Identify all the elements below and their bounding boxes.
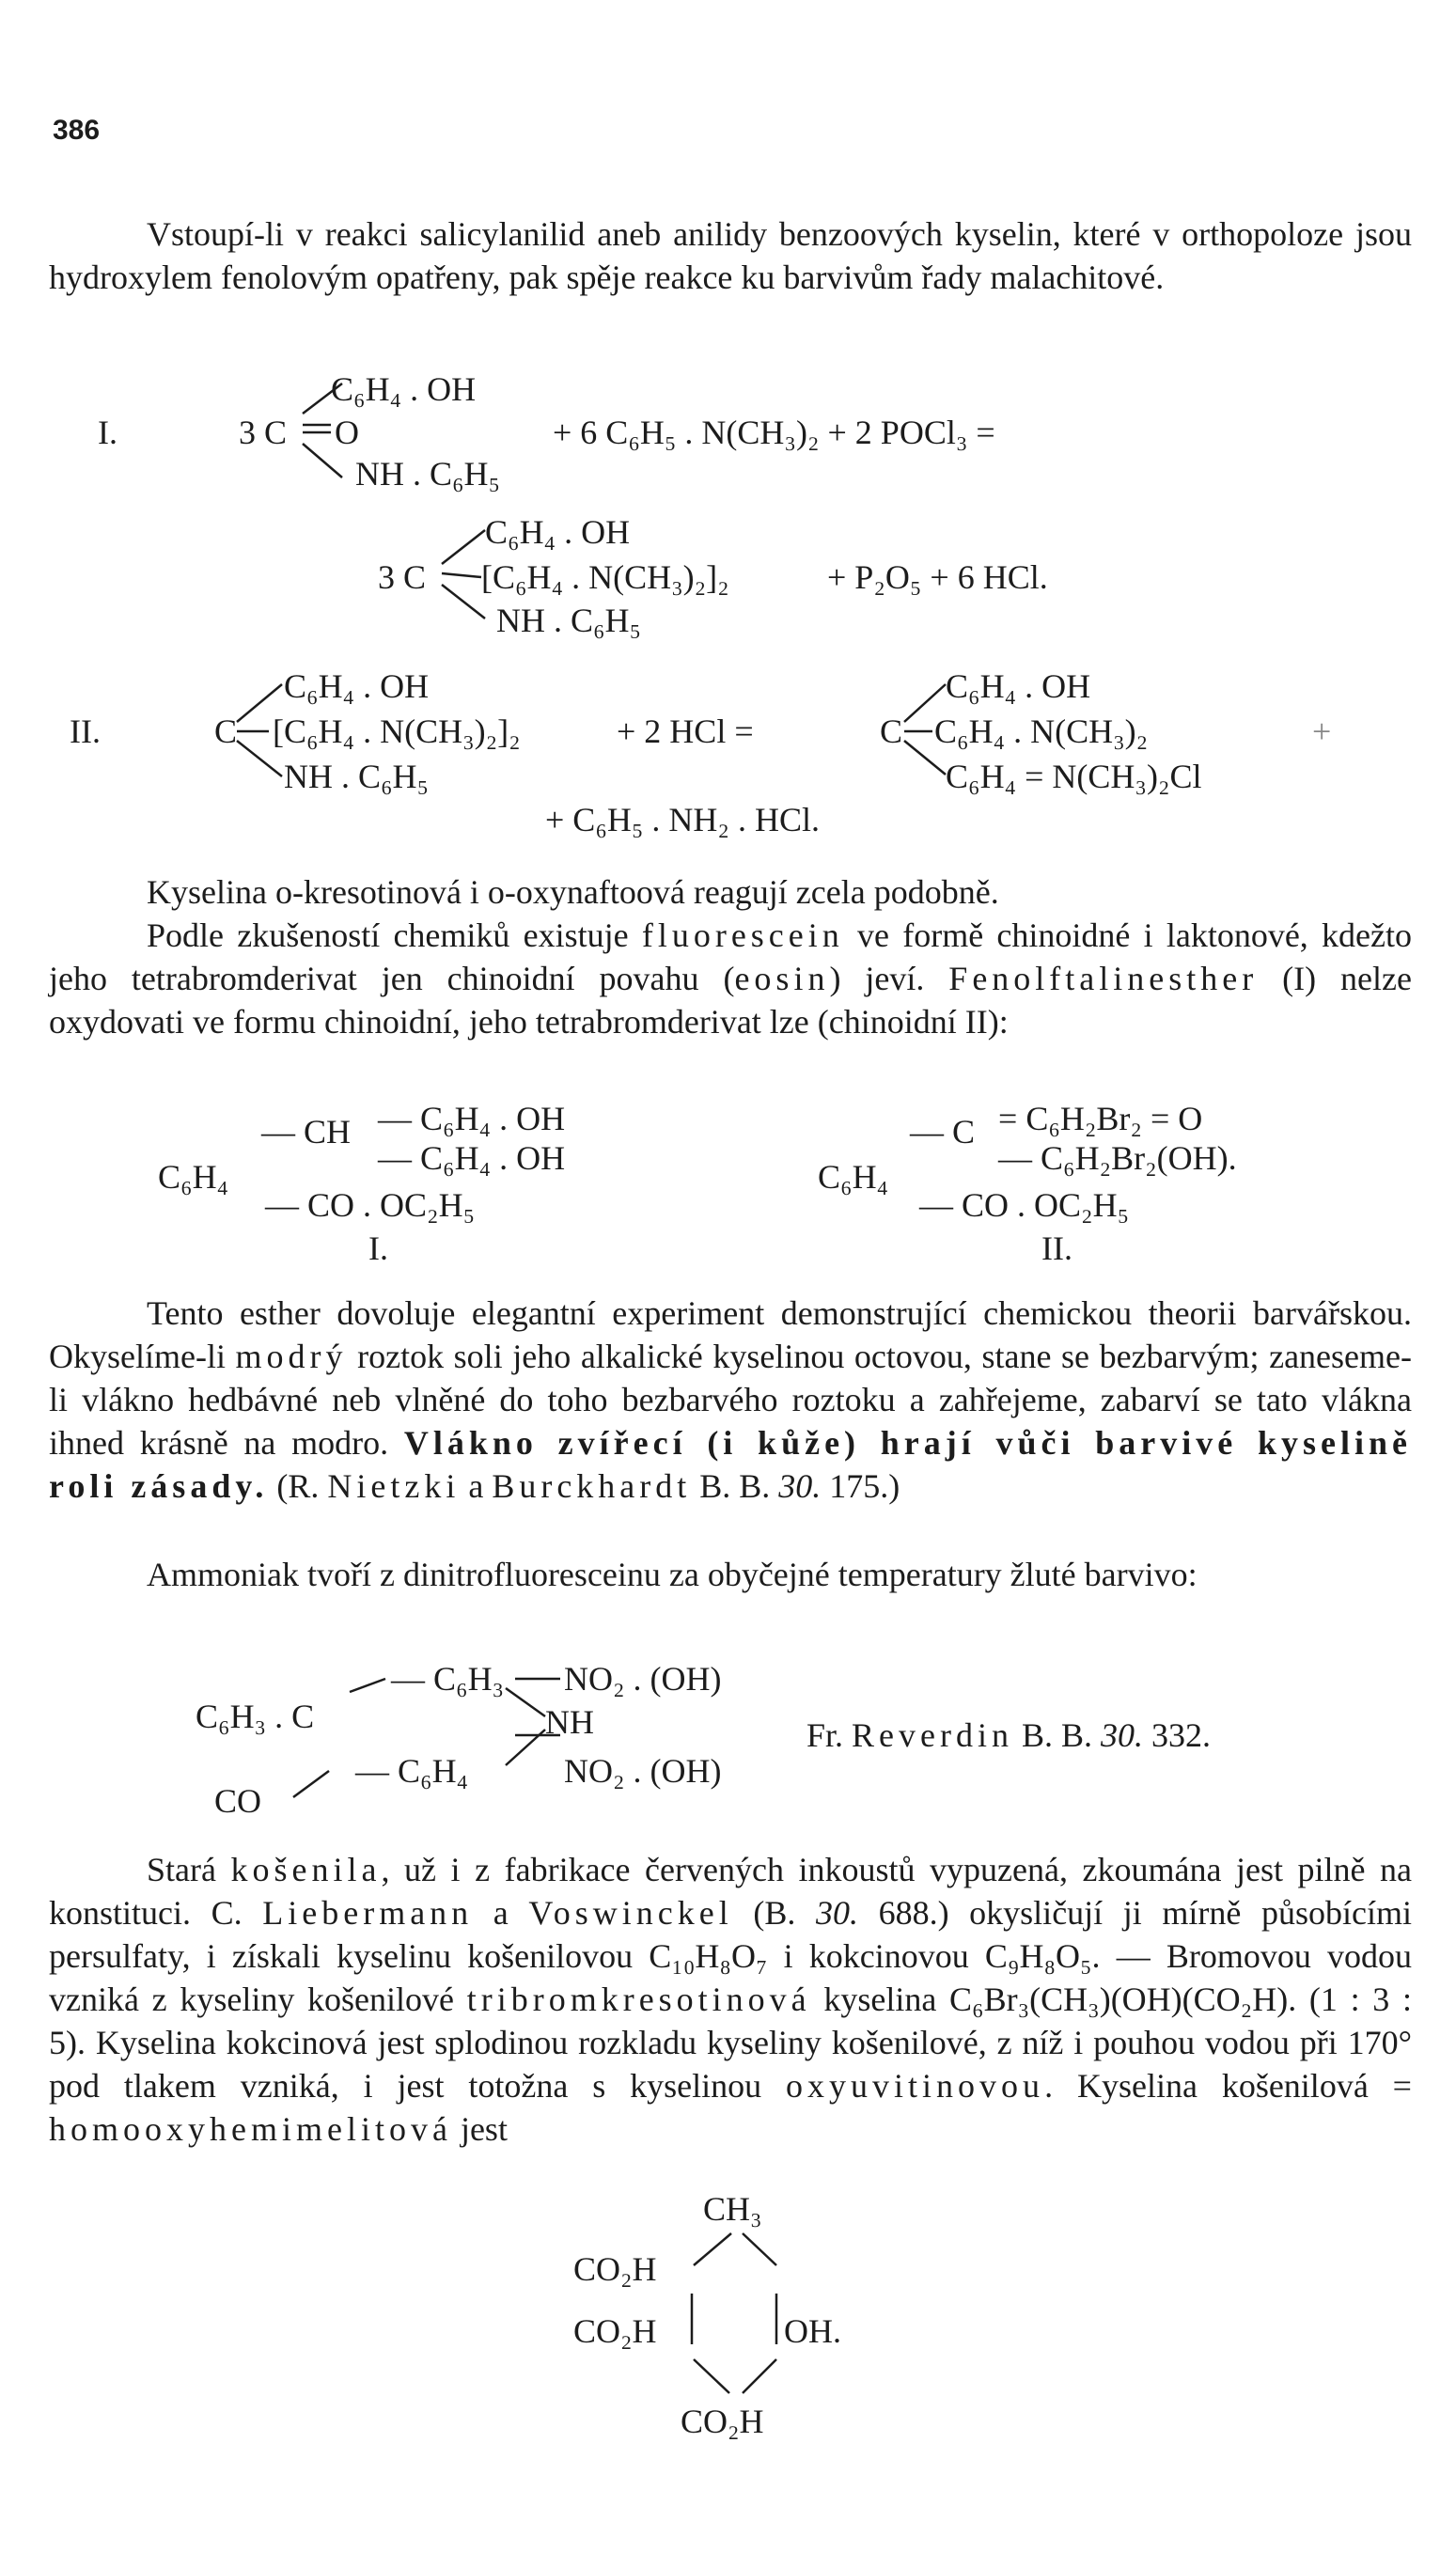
ring-bond — [694, 2233, 731, 2265]
ring-bond — [694, 2359, 729, 2393]
formula-substituent: — C₆H₄ — [355, 1752, 469, 1790]
paragraph-kosenila: Stará košenila, už i z fabrikace červených inkoustů vypuzená, zkoumána jest pilně na konstituci. C. Liebermann a Voswinckel (B. 30. 688.) okysličují ji mírně působícími persulfaty, i získali kyselinu košenilovou C₁₀H₈O₇ i kokcinovou C₉H₈O₅. — Bromovou vodou vzniká z kyseliny košenilové tribromkresotinová kyselina C₆Br₃(CH₃)(OH)(CO₂H). (1 : 3 : 5). Kyselina kokcinová jest splodinou rozkladu kyseliny košenilové, z níž i pouhou vodou při 170° pod tlakem vzniká, i jest totožna s kyselinou oxyuvitinovou. Kyselina košenilová = homooxyhemimelitová jest — [49, 1851, 1413, 2148]
bond-line — [442, 585, 485, 619]
reference-reverdin: Fr. Reverdin B. B. 30. 332. — [806, 1716, 1212, 1754]
formula-substituent: NO₂ . (OH) — [564, 1752, 722, 1790]
formula-substituent: C₆H₄ = N(CH₃)₂Cl — [946, 758, 1202, 795]
term-eosin: eosin — [734, 960, 830, 997]
paragraph-intro: Vstoupí-li v reakci salicylanilid aneb anilidy benzoových kyselin, které v orthopoloze jsou hydroxylem fenolovým opatřeny, pak spěje reakce ku barvivům řady malachitové. — [49, 215, 1412, 296]
formula-substituent: C₆H₄ . OH — [485, 513, 631, 551]
formula-substituent: — C₆H₄ . OH — [378, 1100, 566, 1137]
formula-rhs: + 6 C₆H₅ . N(CH₃)₂ + 2 POCl₃ = — [553, 414, 995, 451]
formula-substituent: — C — [910, 1113, 976, 1151]
ring-bond — [743, 2359, 776, 2393]
formula-substituent: NH . C₆H₅ — [355, 455, 501, 493]
formula-substituent: C₆H₄ . OH — [331, 370, 477, 408]
paragraph-fluorescein: Podle zkušeností chemiků existuje fluorescein ve formě chinoidné i laktonové, kdežto jeho tetrabromderivat jen chinoidní povahu (eosin) jeví. Fenolftalinesther (I) nelze oxydovati ve formu chinoidní, jeho tetrabromderivat lze (chinoidní II): — [49, 916, 1412, 1041]
formula-substituent: C₆H₄ . OH — [284, 667, 430, 705]
bond-line — [442, 573, 481, 577]
paragraph-kresotinova: Kyselina o-kresotinová i o-oxynaftoová reagují zcela podobně. — [147, 873, 999, 911]
formula-plus: + — [1312, 712, 1332, 750]
formula-carbon: C — [214, 712, 238, 750]
formula-substituent: = C₆H₂Br₂ = O — [998, 1100, 1203, 1137]
formula-substituent: CO₂H — [573, 2312, 657, 2350]
equation-label: I. — [98, 414, 117, 451]
formula-carbon: 3 C — [378, 558, 427, 596]
paragraph-ammoniak: Ammoniak tvoří z dinitrofluoresceinu za obyčejné temperatury žluté barvivo: — [147, 1556, 1198, 1593]
formula-substituent: [C₆H₄ . N(CH₃)₂]₂ — [481, 558, 729, 596]
formula-core: C₆H₄ — [818, 1158, 889, 1196]
formula-carbon: 3 C — [239, 414, 288, 451]
structure-label: II. — [1041, 1229, 1072, 1267]
term-fluorescein: fluorescein — [641, 916, 844, 954]
formula-substituent: CO — [214, 1782, 262, 1820]
formula-substituent: NH . C₆H₅ — [496, 602, 642, 639]
formula-substituent: — C₆H₃ — [391, 1660, 505, 1698]
bold-statement: Vlákno zvířecí (i kůže) hrají vůči barvivé kyselině roli zásady. — [49, 1424, 1412, 1505]
formula-substituent: — CO . OC₂H₅ — [265, 1186, 476, 1224]
formula-substituent: OH. — [784, 2312, 841, 2350]
formula-substituent: C₆H₄ . N(CH₃)₂ — [934, 712, 1149, 750]
formula-substituent: — CO . OC₂H₅ — [919, 1186, 1130, 1224]
formula-substituent: NH — [545, 1703, 594, 1741]
formula-substituent: — CH — [261, 1113, 352, 1151]
formula-substituent: CO₂H — [573, 2250, 657, 2288]
formula-substituent: [C₆H₄ . N(CH₃)₂]₂ — [273, 712, 521, 750]
page-number: 386 — [53, 115, 101, 146]
term-fenolftalinesther: Fenolftalinesther — [948, 960, 1259, 997]
bond-line — [293, 1771, 329, 1797]
formula-substituent: — C₆H₄ . OH — [378, 1139, 566, 1177]
bond-line — [506, 1688, 545, 1716]
bond-line — [442, 530, 485, 564]
equation-label: II. — [70, 712, 101, 750]
bond-line — [350, 1679, 385, 1692]
formula-operator: + 2 HCl = — [617, 712, 754, 750]
formula-carbon: C — [880, 712, 903, 750]
formula-core: C₆H₄ — [158, 1158, 229, 1196]
formula-rhs: + P₂O₅ + 6 HCl. — [827, 558, 1048, 596]
term-modry: modrý — [235, 1338, 348, 1375]
formula-substituent: CH₃ — [703, 2190, 762, 2228]
formula-substituent: NO₂ . (OH) — [564, 1660, 722, 1698]
formula-extra: + C₆H₅ . NH₂ . HCl. — [545, 801, 820, 838]
ring-bond — [743, 2233, 776, 2265]
paragraph-experiment: Tento esther dovoluje elegantní experiment demonstrující chemickou theorii barvářskou. Okyselíme-li modrý roztok soli jeho alkalické kyselinou octovou, stane se bezbarvým; zaneseme-li vlákno hedbávné neb vlněné do toho bezbarvého roztoku a zahřejeme, zabarví se tato vlákna ihned krásně na modro. Vlákno zvířecí (i kůže) hrají vůči barvivé kyselině roli zásady. (R. Nietzki a Burckhardt B. B. 30. 175.) — [49, 1294, 1412, 1505]
formula-core: C₆H₃ . C — [196, 1698, 315, 1735]
formula-substituent: NH . C₆H₅ — [284, 758, 430, 795]
structure-label: I. — [368, 1229, 388, 1267]
formula-substituent: CO₂H — [681, 2403, 764, 2440]
formula-substituent: — C₆H₂Br₂(OH). — [998, 1139, 1237, 1177]
formula-substituent: C₆H₄ . OH — [946, 667, 1091, 705]
formula-substituent: O — [335, 414, 359, 451]
